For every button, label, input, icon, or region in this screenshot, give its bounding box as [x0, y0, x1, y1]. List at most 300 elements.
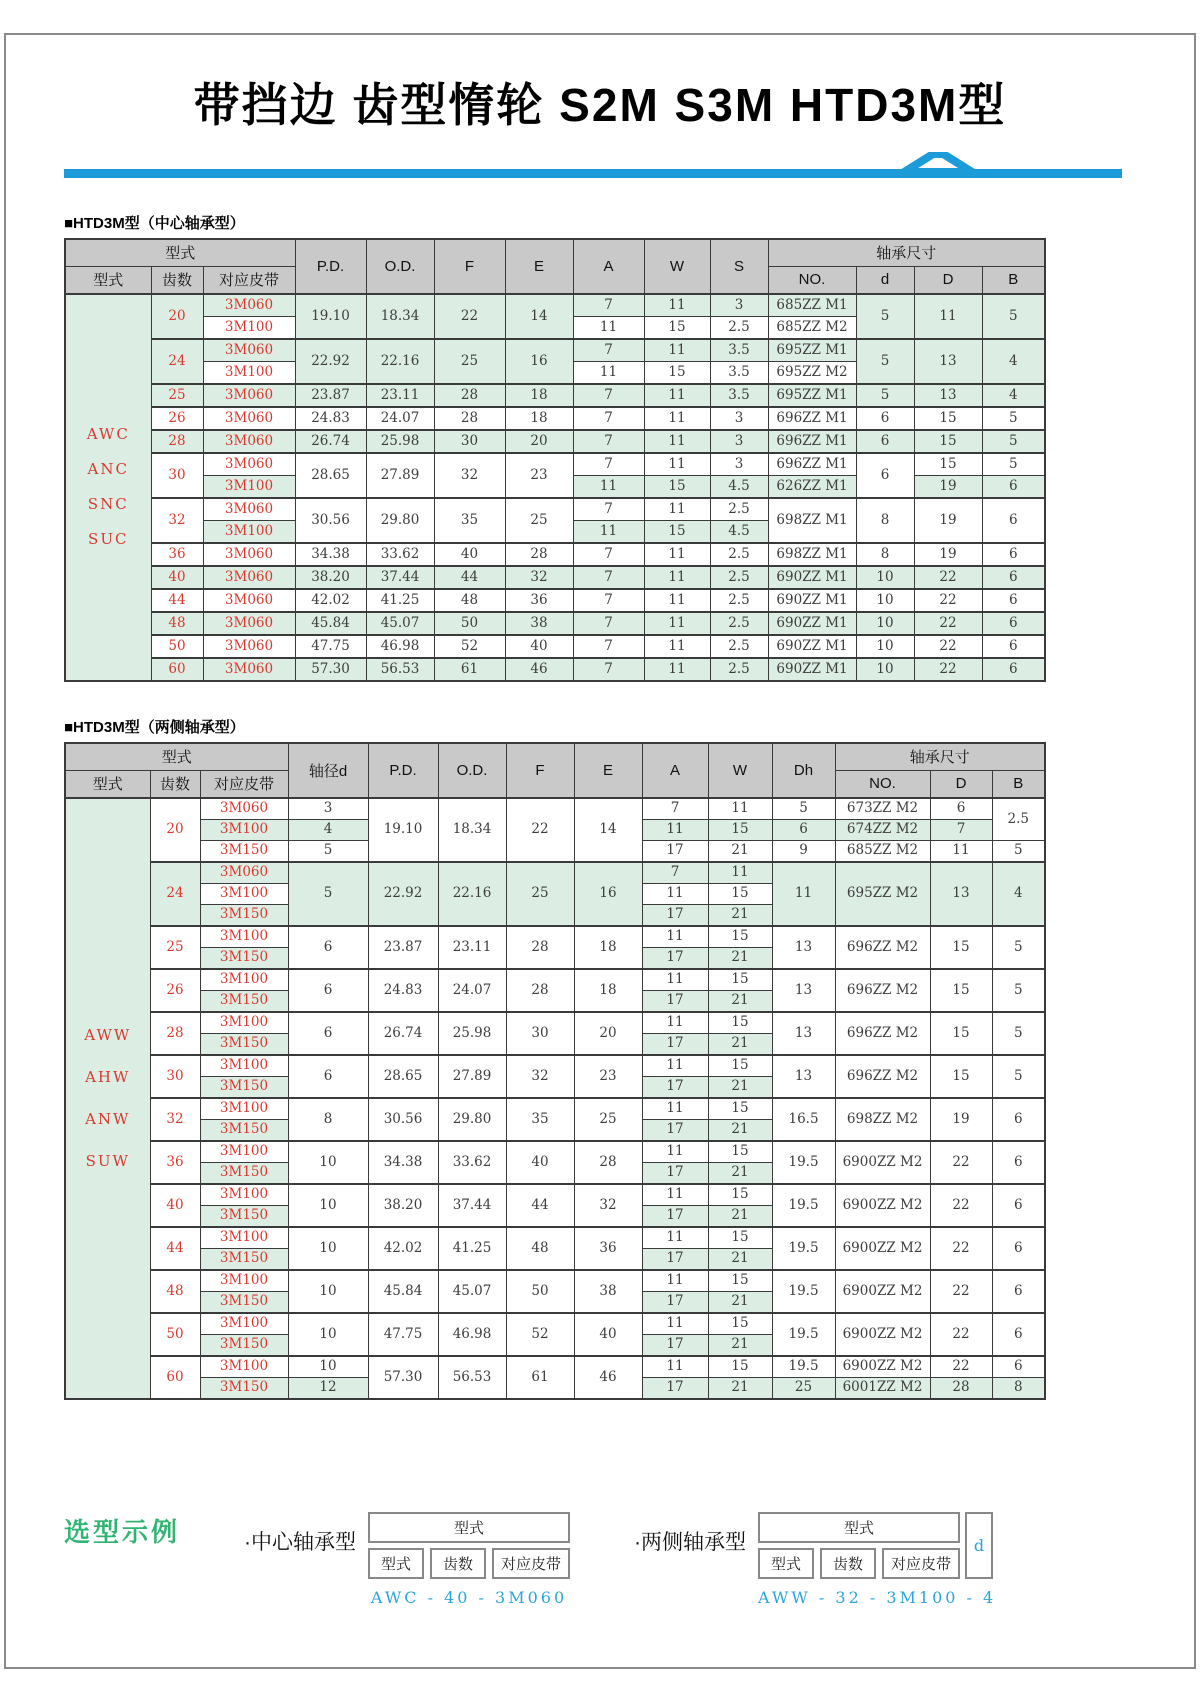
table-cell: 23	[505, 453, 573, 498]
table-cell: 2.5	[710, 658, 768, 681]
table-cell: 21	[708, 1377, 772, 1399]
table-cell: 18	[505, 384, 573, 407]
table-cell: 61	[434, 658, 505, 681]
table-cell: 5	[982, 430, 1045, 453]
table-cell: 6	[982, 612, 1045, 635]
table-cell: 40	[574, 1313, 642, 1356]
column-header: NO.	[835, 770, 930, 798]
table-cell: 7	[642, 798, 708, 820]
column-header: O.D.	[438, 743, 506, 798]
table-cell: 19	[930, 1098, 992, 1141]
table-cell: 11	[573, 361, 644, 384]
table-cell: 3M060	[203, 589, 295, 612]
table-cell: 36	[151, 543, 203, 566]
table-cell: 3M150	[200, 1291, 288, 1313]
table-cell: 29.80	[366, 498, 434, 543]
table-cell: 8	[856, 543, 914, 566]
table-row	[65, 430, 1045, 453]
table-cell: 3M150	[200, 1205, 288, 1227]
column-header: 轴承尺寸	[768, 239, 1045, 267]
title-underline	[64, 152, 1122, 178]
table-cell: 44	[150, 1227, 200, 1270]
table-cell: 11	[642, 1270, 708, 1292]
table-cell: 3M060	[203, 635, 295, 658]
table-cell: 18	[574, 969, 642, 1012]
table-cell: 24.07	[438, 969, 506, 1012]
table-cell: 57.30	[368, 1356, 438, 1399]
table-row	[65, 862, 1045, 884]
table-cell: 11	[644, 407, 710, 430]
table-cell: 30	[434, 430, 505, 453]
table-cell: 3M060	[200, 862, 288, 884]
table-cell: 685ZZ M2	[835, 840, 930, 862]
table-cell: 22	[434, 294, 505, 339]
table-cell: 3M150	[200, 947, 288, 969]
table-cell: 17	[642, 1119, 708, 1141]
table-cell: 34.38	[368, 1141, 438, 1184]
table-cell: 23	[574, 1055, 642, 1098]
table-cell: 11	[642, 1098, 708, 1120]
table-cell: 46	[505, 658, 573, 681]
table-row	[65, 926, 1045, 948]
table-cell: 5	[982, 407, 1045, 430]
selection-example-section	[64, 1512, 1194, 1607]
table-cell: 2.5	[710, 316, 768, 339]
table-cell: 20	[505, 430, 573, 453]
table-cell: 673ZZ M2	[835, 798, 930, 820]
table-cell: 34.38	[295, 543, 366, 566]
table-cell: 28	[506, 926, 574, 969]
table-cell: 60	[151, 658, 203, 681]
table-cell: 3M100	[200, 1270, 288, 1292]
table-cell: 674ZZ M2	[835, 819, 930, 840]
table-cell: 6900ZZ M2	[835, 1141, 930, 1184]
model-code: ANC	[87, 460, 129, 479]
table-cell: 46	[574, 1356, 642, 1399]
table-row	[65, 1012, 1045, 1034]
table-cell: 10	[288, 1313, 368, 1356]
table-cell: 47.75	[368, 1313, 438, 1356]
table-cell: 26.74	[295, 430, 366, 453]
table-cell: 25	[772, 1377, 835, 1399]
table-cell: 13	[772, 969, 835, 1012]
table-cell: 5	[992, 1055, 1045, 1098]
table-cell: 7	[573, 407, 644, 430]
table-cell: 696ZZ M2	[835, 969, 930, 1012]
example-teeth-box: 齿数	[430, 1548, 486, 1579]
table-cell: 36	[505, 589, 573, 612]
table-cell: 6900ZZ M2	[835, 1184, 930, 1227]
table-cell: 25	[574, 1098, 642, 1141]
table-cell: 30	[506, 1012, 574, 1055]
table-cell: 41.25	[366, 589, 434, 612]
example-type-box: 型式	[758, 1512, 960, 1543]
table-cell: 10	[856, 566, 914, 589]
table-cell: 16	[505, 339, 573, 384]
table-cell: 19.5	[772, 1270, 835, 1313]
table-cell: 52	[434, 635, 505, 658]
table-cell: 696ZZ M1	[768, 453, 856, 476]
table-cell: 6	[982, 543, 1045, 566]
table-cell: 7	[573, 384, 644, 407]
table-cell: 21	[708, 947, 772, 969]
table-cell: 7	[573, 566, 644, 589]
table-cell: 4	[982, 339, 1045, 384]
table-cell: 22	[914, 612, 982, 635]
table-cell: 46.98	[438, 1313, 506, 1356]
table-cell: 7	[573, 612, 644, 635]
table-cell: 10	[288, 1356, 368, 1378]
table-cell	[65, 798, 150, 1399]
table-cell: 22	[914, 589, 982, 612]
table-cell: 15	[930, 1012, 992, 1055]
table-cell: 30	[150, 1055, 200, 1098]
table-cell: 21	[708, 840, 772, 862]
table-cell: 10	[288, 1227, 368, 1270]
table-row	[65, 453, 1045, 476]
table-cell: 2.5	[710, 635, 768, 658]
example-box-row	[758, 1548, 960, 1579]
table-cell: 7	[573, 635, 644, 658]
table-cell: 11	[573, 316, 644, 339]
table-cell: 7	[573, 498, 644, 521]
table-cell: 48	[150, 1270, 200, 1313]
table-cell: 47.75	[295, 635, 366, 658]
table-cell: 19.5	[772, 1184, 835, 1227]
table-cell: 4	[992, 862, 1045, 926]
example-belt-box: 对应皮带	[882, 1548, 960, 1579]
table-cell: 6900ZZ M2	[835, 1313, 930, 1356]
table-cell: 21	[708, 904, 772, 926]
table-cell: 27.89	[366, 453, 434, 498]
example-box-row	[368, 1548, 570, 1579]
table-cell: 6	[992, 1313, 1045, 1356]
table-row	[65, 1098, 1045, 1120]
table-cell: 2.5	[710, 498, 768, 521]
table-cell: 46.98	[366, 635, 434, 658]
table-cell: 698ZZ M1	[768, 498, 856, 543]
table-cell: 15	[930, 1055, 992, 1098]
table-cell: 15	[644, 361, 710, 384]
table-cell: 6	[982, 658, 1045, 681]
table-cell: 11	[642, 1012, 708, 1034]
table-cell: 8	[992, 1377, 1045, 1399]
table-cell: 3M150	[200, 1076, 288, 1098]
table-cell: 19.5	[772, 1356, 835, 1378]
table-cell: 10	[856, 635, 914, 658]
table-cell: 17	[642, 1076, 708, 1098]
table-cell: 28	[506, 969, 574, 1012]
table-cell: 690ZZ M1	[768, 566, 856, 589]
table-row	[65, 612, 1045, 635]
side-bearing-example	[634, 1512, 996, 1607]
table-cell: 6	[856, 430, 914, 453]
model-code: SUC	[88, 530, 129, 549]
table-cell: 33.62	[366, 543, 434, 566]
table-cell: 8	[288, 1098, 368, 1141]
table-cell: 6001ZZ M2	[835, 1377, 930, 1399]
table-cell: 15	[708, 969, 772, 991]
table-cell: 17	[642, 1162, 708, 1184]
table-cell: 3M060	[203, 566, 295, 589]
table-row	[65, 1141, 1045, 1163]
table-cell: 3M060	[203, 339, 295, 362]
table-cell: 3	[710, 407, 768, 430]
table-cell: 3M060	[203, 430, 295, 453]
column-header: 型式	[65, 743, 288, 771]
table-cell: 18	[574, 926, 642, 969]
table-cell: 16	[574, 862, 642, 926]
table1-section-title: ■HTD3M型（中心轴承型）	[64, 214, 245, 232]
table-cell: 696ZZ M1	[768, 407, 856, 430]
table-cell: 22	[506, 798, 574, 862]
table-cell: 3M060	[203, 498, 295, 521]
table-cell: 32	[434, 453, 505, 498]
table-cell: 11	[644, 453, 710, 476]
table-cell: 42.02	[295, 589, 366, 612]
table-cell: 56.53	[366, 658, 434, 681]
table-cell: 22	[930, 1313, 992, 1356]
table-cell: 15	[708, 1227, 772, 1249]
table-row	[65, 1227, 1045, 1249]
table-cell: 6	[992, 1270, 1045, 1313]
table-cell: 15	[708, 1012, 772, 1034]
column-header: S	[710, 239, 768, 294]
table-cell: 5	[992, 840, 1045, 862]
table-cell: 6900ZZ M2	[835, 1270, 930, 1313]
table-cell: 11	[644, 498, 710, 521]
table-row	[65, 798, 1045, 820]
column-header: 对应皮带	[203, 266, 295, 294]
table-cell: 22.16	[438, 862, 506, 926]
example-type-box: 型式	[368, 1512, 570, 1543]
table-row	[65, 339, 1045, 362]
table-cell: 5	[288, 862, 368, 926]
table-cell: 11	[644, 430, 710, 453]
table-cell: 10	[288, 1184, 368, 1227]
column-header: E	[574, 743, 642, 798]
table-cell: 11	[644, 635, 710, 658]
column-header: F	[434, 239, 505, 294]
table-cell: 11	[930, 840, 992, 862]
table-cell: 22	[930, 1184, 992, 1227]
table-cell: 4	[982, 384, 1045, 407]
table-cell: 6	[992, 1356, 1045, 1378]
table-cell: 24.07	[366, 407, 434, 430]
table-cell: 6	[288, 969, 368, 1012]
table-cell: 3M100	[203, 475, 295, 498]
table-cell: 15	[644, 520, 710, 543]
table-cell: 3M060	[203, 384, 295, 407]
column-header: P.D.	[368, 743, 438, 798]
table-cell: 19.5	[772, 1227, 835, 1270]
table-cell: 22	[914, 566, 982, 589]
table-cell: 10	[288, 1270, 368, 1313]
table-cell: 28	[505, 543, 573, 566]
table-cell: 2.5	[710, 543, 768, 566]
table-cell: 3M150	[200, 840, 288, 862]
table-cell: 24	[151, 339, 203, 384]
table-cell: 21	[708, 1119, 772, 1141]
table-cell: 6	[772, 819, 835, 840]
table-row	[65, 635, 1045, 658]
table-cell: 3M150	[200, 990, 288, 1012]
table-cell: 7	[642, 862, 708, 884]
table-cell: 10	[856, 658, 914, 681]
table-cell: 5	[288, 840, 368, 862]
table-cell: 3M060	[203, 407, 295, 430]
table-row	[65, 566, 1045, 589]
table-cell: 11	[708, 862, 772, 884]
table-cell: 11	[644, 589, 710, 612]
table-cell: 25	[434, 339, 505, 384]
table-cell: 56.53	[438, 1356, 506, 1399]
table-cell: 3	[710, 430, 768, 453]
table-row	[65, 589, 1045, 612]
table-cell: 26.74	[368, 1012, 438, 1055]
table-cell: 36	[150, 1141, 200, 1184]
table-cell: 21	[708, 1033, 772, 1055]
model-code: AWC	[86, 425, 130, 444]
table-cell: 11	[642, 1055, 708, 1077]
table-cell: 15	[930, 926, 992, 969]
table-cell: 10	[856, 589, 914, 612]
table-cell: 40	[150, 1184, 200, 1227]
table2-section-title: ■HTD3M型（两侧轴承型）	[64, 718, 245, 736]
table-cell: 3M100	[203, 316, 295, 339]
table-cell: 13	[772, 1012, 835, 1055]
table-cell: 11	[708, 798, 772, 820]
table-cell: 17	[642, 990, 708, 1012]
table-cell: 6	[856, 453, 914, 498]
table-cell: 15	[930, 969, 992, 1012]
table-cell: 25.98	[438, 1012, 506, 1055]
table-cell: 3M100	[200, 1012, 288, 1034]
table-cell: 37.44	[366, 566, 434, 589]
table-cell: 17	[642, 904, 708, 926]
table-cell: 50	[151, 635, 203, 658]
table-cell: 11	[914, 294, 982, 339]
table-row	[65, 543, 1045, 566]
column-header: D	[914, 266, 982, 294]
table-cell: 11	[642, 1141, 708, 1163]
table-cell: 11	[642, 1356, 708, 1378]
side-bearing-example-label: ·两侧轴承型	[634, 1530, 747, 1554]
table-cell: 15	[914, 453, 982, 476]
table-cell: 2.5	[710, 589, 768, 612]
table-cell: 6900ZZ M2	[835, 1356, 930, 1378]
table-cell: 40	[506, 1141, 574, 1184]
table-cell: 48	[434, 589, 505, 612]
table-cell: 7	[930, 819, 992, 840]
side-bearing-table	[64, 742, 1046, 1400]
table-cell: 698ZZ M2	[835, 1098, 930, 1141]
table-cell: 5	[772, 798, 835, 820]
table-cell: 5	[982, 294, 1045, 339]
table-cell: 19	[914, 498, 982, 543]
table-cell: 3M100	[200, 1227, 288, 1249]
center-bearing-example-boxes	[368, 1512, 570, 1607]
table-cell: 25	[506, 862, 574, 926]
table-cell: 6	[992, 1098, 1045, 1141]
table-cell: 3	[710, 453, 768, 476]
table-cell: 3M100	[200, 1098, 288, 1120]
table-cell: 3M060	[203, 453, 295, 476]
table-cell: 15	[708, 819, 772, 840]
table-cell: 3M100	[200, 819, 288, 840]
table-cell: 6	[288, 1055, 368, 1098]
example-model-box: 型式	[368, 1548, 424, 1579]
table-cell: 27.89	[438, 1055, 506, 1098]
table-cell: 15	[708, 1356, 772, 1378]
table-cell: 17	[642, 840, 708, 862]
table-cell: 15	[708, 1141, 772, 1163]
table-cell: 3M060	[203, 294, 295, 317]
table-cell: 14	[505, 294, 573, 339]
table-cell: 696ZZ M2	[835, 1055, 930, 1098]
table-cell: 2.5	[992, 798, 1045, 841]
table-cell: 32	[574, 1184, 642, 1227]
table-cell: 17	[642, 1291, 708, 1313]
table-cell: 37.44	[438, 1184, 506, 1227]
table-cell: 690ZZ M1	[768, 658, 856, 681]
table-cell: 26	[150, 969, 200, 1012]
column-header: B	[992, 770, 1045, 798]
table-cell: 4.5	[710, 520, 768, 543]
table-cell: 16.5	[772, 1098, 835, 1141]
table-cell: 10	[288, 1141, 368, 1184]
table-cell: 9	[772, 840, 835, 862]
table-cell: 3M150	[200, 1033, 288, 1055]
table-cell: 15	[914, 407, 982, 430]
table-cell: 3M100	[200, 926, 288, 948]
table-cell: 50	[506, 1270, 574, 1313]
column-header: P.D.	[295, 239, 366, 294]
table-body	[65, 294, 1045, 681]
table-cell: 40	[434, 543, 505, 566]
table-cell: 11	[642, 883, 708, 904]
side-bearing-example-code: AWW - 32 - 3M100 - 4	[758, 1587, 997, 1607]
example-belt-box: 对应皮带	[492, 1548, 570, 1579]
table-cell: 4	[288, 819, 368, 840]
table-cell: 41.25	[438, 1227, 506, 1270]
table-cell: 11	[642, 969, 708, 991]
table-cell: 18	[505, 407, 573, 430]
table-cell: 50	[150, 1313, 200, 1356]
table-cell: 3M150	[200, 1119, 288, 1141]
table-cell: 44	[434, 566, 505, 589]
table-cell: 13	[772, 926, 835, 969]
model-code: AHW	[85, 1067, 131, 1086]
table-cell: 25	[150, 926, 200, 969]
center-bearing-example-code: AWC - 40 - 3M060	[370, 1587, 568, 1607]
table-cell: 17	[642, 947, 708, 969]
title-underline-graphic	[64, 152, 1122, 178]
model-code: SNC	[87, 495, 129, 514]
table-row	[65, 407, 1045, 430]
table-cell: 57.30	[295, 658, 366, 681]
table-cell: 11	[573, 520, 644, 543]
table-cell: 23.11	[438, 926, 506, 969]
table-cell: 6	[288, 926, 368, 969]
table-cell: 52	[506, 1313, 574, 1356]
table-cell: 3M150	[200, 1377, 288, 1399]
column-header: 型式	[65, 266, 151, 294]
page-frame	[4, 33, 1196, 1669]
table-cell: 21	[708, 990, 772, 1012]
table-cell: 7	[573, 658, 644, 681]
column-header: E	[505, 239, 573, 294]
